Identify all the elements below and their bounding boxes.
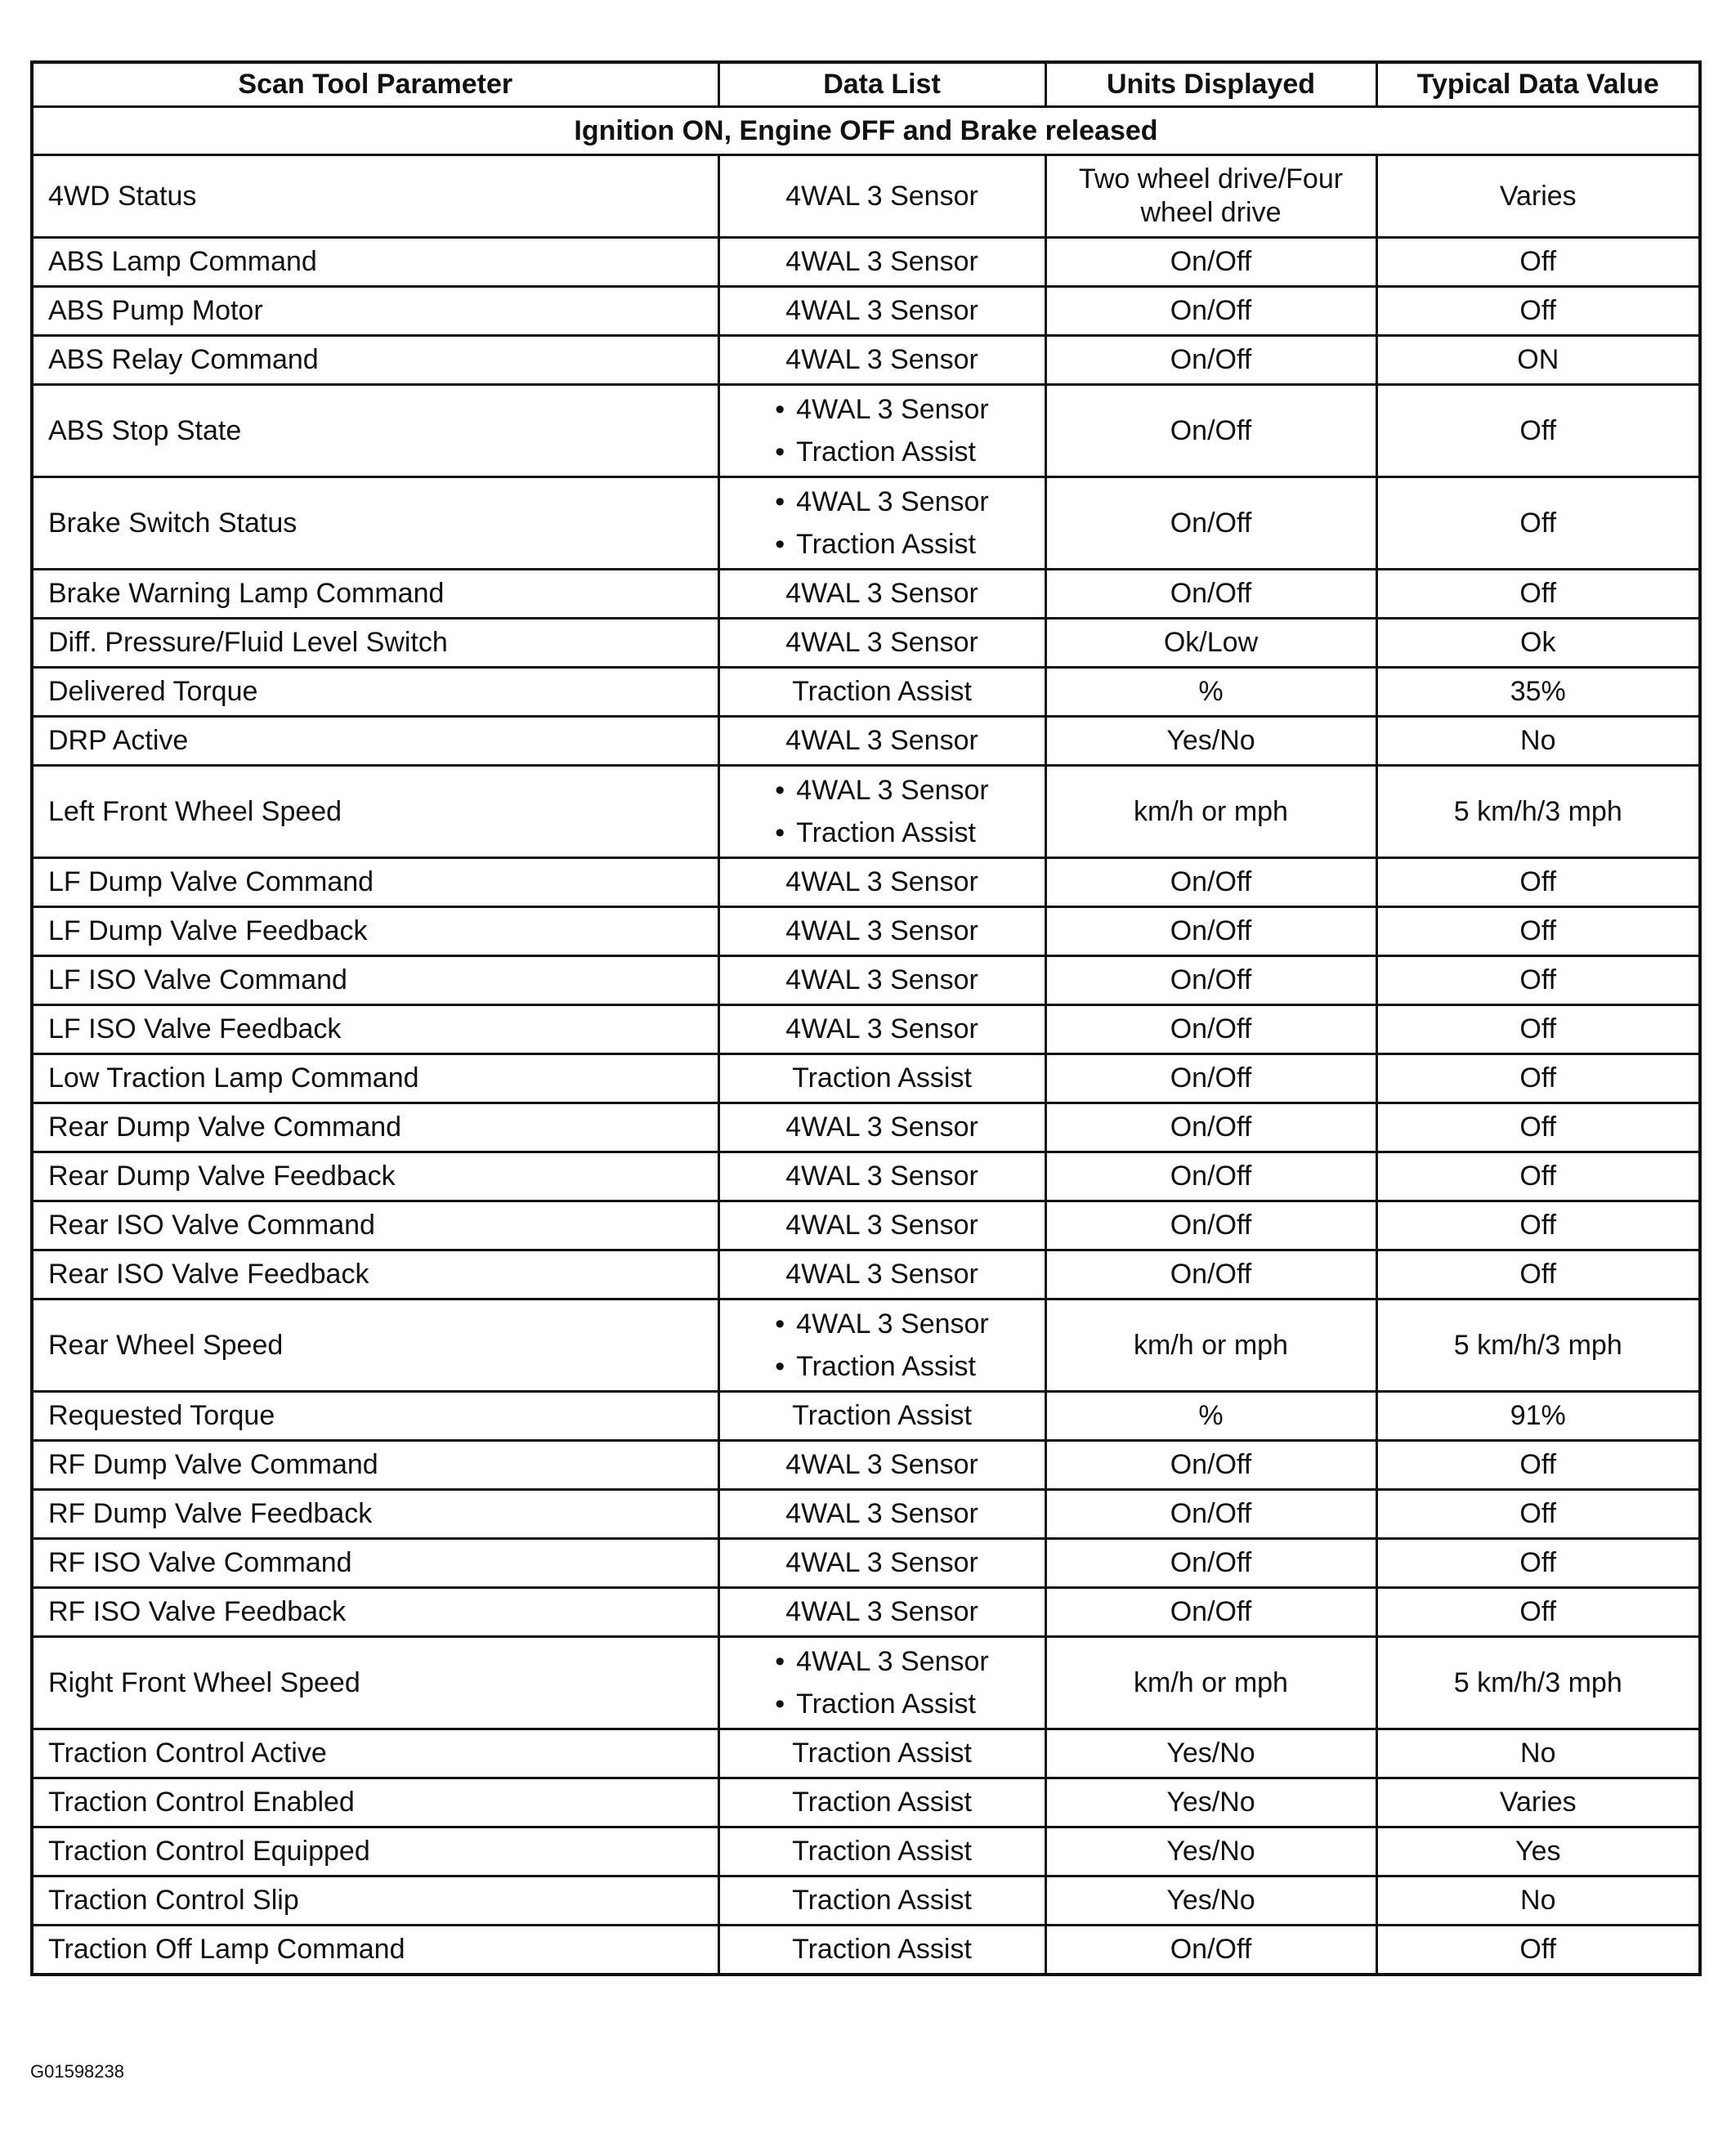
cell-units-displayed: On/Off: [1045, 287, 1376, 336]
table-row: [32, 1250, 1700, 1299]
cell-parameter: LF Dump Valve Feedback: [32, 907, 718, 956]
cell-data-list: Traction Assist: [718, 1778, 1045, 1827]
cell-data-list: Traction Assist: [718, 1392, 1045, 1441]
cell-data-list: 4WAL 3 Sensor: [718, 619, 1045, 668]
cell-parameter: ABS Stop State: [32, 385, 718, 477]
table-row: [32, 1778, 1700, 1827]
cell-typical-value: Varies: [1376, 1778, 1700, 1827]
cell-typical-value: Off: [1376, 1441, 1700, 1490]
cell-units-displayed: km/h or mph: [1045, 766, 1376, 858]
cell-typical-value: Off: [1376, 1250, 1700, 1299]
cell-parameter: Brake Switch Status: [32, 477, 718, 570]
cell-typical-value: Ok: [1376, 619, 1700, 668]
data-list-item: • 4WAL 3 Sensor: [775, 1303, 989, 1345]
table-row: [32, 858, 1700, 907]
cell-units-displayed: On/Off: [1045, 1005, 1376, 1054]
cell-parameter: 4WD Status: [32, 155, 718, 238]
cell-parameter: Brake Warning Lamp Command: [32, 570, 718, 619]
section-heading: Ignition ON, Engine OFF and Brake released: [32, 107, 1700, 155]
table-row: [32, 1876, 1700, 1926]
cell-units-displayed: Yes/No: [1045, 717, 1376, 766]
table-row: [32, 907, 1700, 956]
table-row: [32, 1490, 1700, 1539]
cell-data-list: 4WAL 3 Sensor: [718, 956, 1045, 1005]
table-row: [32, 668, 1700, 717]
cell-units-displayed: On/Off: [1045, 1926, 1376, 1975]
cell-parameter: ABS Lamp Command: [32, 238, 718, 287]
cell-units-displayed: Two wheel drive/Four wheel drive: [1045, 155, 1376, 238]
cell-data-list: Traction Assist: [718, 1876, 1045, 1926]
table-row: [32, 155, 1700, 238]
data-list-item: • Traction Assist: [775, 1683, 989, 1725]
cell-units-displayed: On/Off: [1045, 570, 1376, 619]
data-list-item: • Traction Assist: [775, 1345, 989, 1388]
cell-data-list: 4WAL 3 Sensor: [718, 336, 1045, 385]
cell-parameter: Traction Off Lamp Command: [32, 1926, 718, 1975]
table-row: [32, 1201, 1700, 1250]
table-row: [32, 1539, 1700, 1588]
cell-parameter: LF Dump Valve Command: [32, 858, 718, 907]
cell-data-list: Traction Assist: [718, 668, 1045, 717]
cell-typical-value: Off: [1376, 238, 1700, 287]
cell-typical-value: Off: [1376, 1005, 1700, 1054]
cell-units-displayed: On/Off: [1045, 1054, 1376, 1103]
cell-typical-value: Off: [1376, 1926, 1700, 1975]
cell-units-displayed: On/Off: [1045, 907, 1376, 956]
cell-units-displayed: Yes/No: [1045, 1827, 1376, 1876]
cell-typical-value: Off: [1376, 570, 1700, 619]
header-data-list: Data List: [718, 62, 1045, 107]
table-row: [32, 1392, 1700, 1441]
cell-parameter: Traction Control Slip: [32, 1876, 718, 1926]
cell-units-displayed: On/Off: [1045, 385, 1376, 477]
cell-data-list: 4WAL 3 Sensor: [718, 1588, 1045, 1637]
cell-data-list: 4WAL 3 Sensor: [718, 858, 1045, 907]
cell-units-displayed: On/Off: [1045, 1201, 1376, 1250]
cell-parameter: Delivered Torque: [32, 668, 718, 717]
cell-parameter: RF ISO Valve Command: [32, 1539, 718, 1588]
cell-typical-value: 91%: [1376, 1392, 1700, 1441]
table-body: [32, 107, 1700, 1975]
cell-parameter: Diff. Pressure/Fluid Level Switch: [32, 619, 718, 668]
cell-typical-value: Off: [1376, 858, 1700, 907]
table-row: [32, 477, 1700, 570]
cell-parameter: DRP Active: [32, 717, 718, 766]
data-list-bullets: [775, 481, 989, 566]
cell-data-list: [718, 1299, 1045, 1392]
cell-parameter: Traction Control Active: [32, 1729, 718, 1778]
header-row: [32, 62, 1700, 107]
cell-typical-value: No: [1376, 717, 1700, 766]
data-list-item: • 4WAL 3 Sensor: [775, 481, 989, 523]
cell-parameter: Traction Control Enabled: [32, 1778, 718, 1827]
cell-typical-value: Off: [1376, 1588, 1700, 1637]
table-row: [32, 1152, 1700, 1201]
cell-typical-value: 5 km/h/3 mph: [1376, 766, 1700, 858]
table-row: [32, 238, 1700, 287]
cell-parameter: Right Front Wheel Speed: [32, 1637, 718, 1729]
cell-parameter: RF Dump Valve Feedback: [32, 1490, 718, 1539]
cell-data-list: 4WAL 3 Sensor: [718, 1490, 1045, 1539]
data-list-item: • 4WAL 3 Sensor: [775, 1640, 989, 1683]
cell-typical-value: Varies: [1376, 155, 1700, 238]
cell-data-list: 4WAL 3 Sensor: [718, 238, 1045, 287]
table-header: [32, 62, 1700, 107]
cell-parameter: Traction Control Equipped: [32, 1827, 718, 1876]
table-row: [32, 385, 1700, 477]
table-row: [32, 717, 1700, 766]
cell-units-displayed: On/Off: [1045, 956, 1376, 1005]
cell-units-displayed: %: [1045, 668, 1376, 717]
table-row: [32, 619, 1700, 668]
cell-data-list: 4WAL 3 Sensor: [718, 1250, 1045, 1299]
cell-typical-value: Off: [1376, 1054, 1700, 1103]
cell-parameter: Rear ISO Valve Command: [32, 1201, 718, 1250]
cell-units-displayed: On/Off: [1045, 336, 1376, 385]
cell-units-displayed: On/Off: [1045, 477, 1376, 570]
cell-data-list: 4WAL 3 Sensor: [718, 1201, 1045, 1250]
table-row: [32, 956, 1700, 1005]
cell-parameter: Requested Torque: [32, 1392, 718, 1441]
cell-data-list: 4WAL 3 Sensor: [718, 1441, 1045, 1490]
table-row: [32, 1054, 1700, 1103]
cell-units-displayed: On/Off: [1045, 1441, 1376, 1490]
cell-units-displayed: On/Off: [1045, 1152, 1376, 1201]
table-row: [32, 287, 1700, 336]
cell-typical-value: Off: [1376, 1103, 1700, 1152]
cell-units-displayed: %: [1045, 1392, 1376, 1441]
cell-data-list: Traction Assist: [718, 1729, 1045, 1778]
cell-units-displayed: Ok/Low: [1045, 619, 1376, 668]
cell-data-list: 4WAL 3 Sensor: [718, 570, 1045, 619]
table-row: [32, 1005, 1700, 1054]
cell-units-displayed: On/Off: [1045, 858, 1376, 907]
table-row: [32, 336, 1700, 385]
cell-typical-value: 5 km/h/3 mph: [1376, 1299, 1700, 1392]
cell-typical-value: Off: [1376, 1152, 1700, 1201]
cell-units-displayed: km/h or mph: [1045, 1299, 1376, 1392]
cell-units-displayed: Yes/No: [1045, 1876, 1376, 1926]
cell-data-list: 4WAL 3 Sensor: [718, 287, 1045, 336]
data-list-item: • 4WAL 3 Sensor: [775, 769, 989, 812]
data-list-item: • 4WAL 3 Sensor: [775, 388, 989, 431]
header-scan-tool-parameter: Scan Tool Parameter: [32, 62, 718, 107]
table-row: [32, 1926, 1700, 1975]
cell-data-list: Traction Assist: [718, 1054, 1045, 1103]
cell-typical-value: 5 km/h/3 mph: [1376, 1637, 1700, 1729]
cell-parameter: Left Front Wheel Speed: [32, 766, 718, 858]
cell-parameter: RF Dump Valve Command: [32, 1441, 718, 1490]
cell-data-list: 4WAL 3 Sensor: [718, 1005, 1045, 1054]
cell-typical-value: No: [1376, 1729, 1700, 1778]
cell-parameter: Rear Dump Valve Command: [32, 1103, 718, 1152]
cell-units-displayed: On/Off: [1045, 238, 1376, 287]
cell-units-displayed: Yes/No: [1045, 1729, 1376, 1778]
cell-typical-value: No: [1376, 1876, 1700, 1926]
section-row: [32, 107, 1700, 155]
cell-units-displayed: On/Off: [1045, 1539, 1376, 1588]
table-row: [32, 1827, 1700, 1876]
cell-typical-value: ON: [1376, 336, 1700, 385]
table-row: [32, 1299, 1700, 1392]
table-row: [32, 1588, 1700, 1637]
cell-typical-value: Off: [1376, 956, 1700, 1005]
cell-data-list: [718, 477, 1045, 570]
table-row: [32, 766, 1700, 858]
cell-typical-value: Off: [1376, 1201, 1700, 1250]
data-list-bullets: [775, 769, 989, 854]
cell-data-list: [718, 1637, 1045, 1729]
cell-parameter: LF ISO Valve Feedback: [32, 1005, 718, 1054]
cell-units-displayed: On/Off: [1045, 1103, 1376, 1152]
cell-parameter: ABS Pump Motor: [32, 287, 718, 336]
cell-units-displayed: On/Off: [1045, 1490, 1376, 1539]
cell-parameter: Rear Wheel Speed: [32, 1299, 718, 1392]
cell-typical-value: Off: [1376, 907, 1700, 956]
cell-typical-value: 35%: [1376, 668, 1700, 717]
header-units-displayed: Units Displayed: [1045, 62, 1376, 107]
table-row: [32, 1637, 1700, 1729]
cell-parameter: ABS Relay Command: [32, 336, 718, 385]
cell-typical-value: Off: [1376, 1490, 1700, 1539]
cell-data-list: 4WAL 3 Sensor: [718, 1152, 1045, 1201]
cell-parameter: LF ISO Valve Command: [32, 956, 718, 1005]
table-row: [32, 1441, 1700, 1490]
cell-parameter: Rear Dump Valve Feedback: [32, 1152, 718, 1201]
scan-tool-data-table: [30, 60, 1702, 1976]
cell-parameter: Low Traction Lamp Command: [32, 1054, 718, 1103]
table-row: [32, 570, 1700, 619]
data-list-item: • Traction Assist: [775, 431, 989, 473]
cell-data-list: Traction Assist: [718, 1827, 1045, 1876]
cell-units-displayed: km/h or mph: [1045, 1637, 1376, 1729]
cell-typical-value: Off: [1376, 287, 1700, 336]
cell-units-displayed: On/Off: [1045, 1588, 1376, 1637]
data-list-bullets: [775, 388, 989, 473]
cell-typical-value: Off: [1376, 385, 1700, 477]
cell-data-list: 4WAL 3 Sensor: [718, 1103, 1045, 1152]
cell-units-displayed: On/Off: [1045, 1250, 1376, 1299]
data-list-item: • Traction Assist: [775, 523, 989, 566]
cell-data-list: 4WAL 3 Sensor: [718, 717, 1045, 766]
cell-typical-value: Yes: [1376, 1827, 1700, 1876]
cell-data-list: Traction Assist: [718, 1926, 1045, 1975]
cell-parameter: Rear ISO Valve Feedback: [32, 1250, 718, 1299]
cell-typical-value: Off: [1376, 1539, 1700, 1588]
cell-typical-value: Off: [1376, 477, 1700, 570]
cell-data-list: 4WAL 3 Sensor: [718, 1539, 1045, 1588]
cell-data-list: [718, 766, 1045, 858]
data-list-item: • Traction Assist: [775, 812, 989, 854]
figure-id: G01598238: [30, 2061, 124, 2082]
header-typical-data-value: Typical Data Value: [1376, 62, 1700, 107]
table-row: [32, 1103, 1700, 1152]
data-list-bullets: [775, 1303, 989, 1388]
cell-data-list: 4WAL 3 Sensor: [718, 907, 1045, 956]
cell-data-list: [718, 385, 1045, 477]
cell-units-displayed: Yes/No: [1045, 1778, 1376, 1827]
data-list-bullets: [775, 1640, 989, 1725]
cell-data-list: 4WAL 3 Sensor: [718, 155, 1045, 238]
table-row: [32, 1729, 1700, 1778]
cell-parameter: RF ISO Valve Feedback: [32, 1588, 718, 1637]
